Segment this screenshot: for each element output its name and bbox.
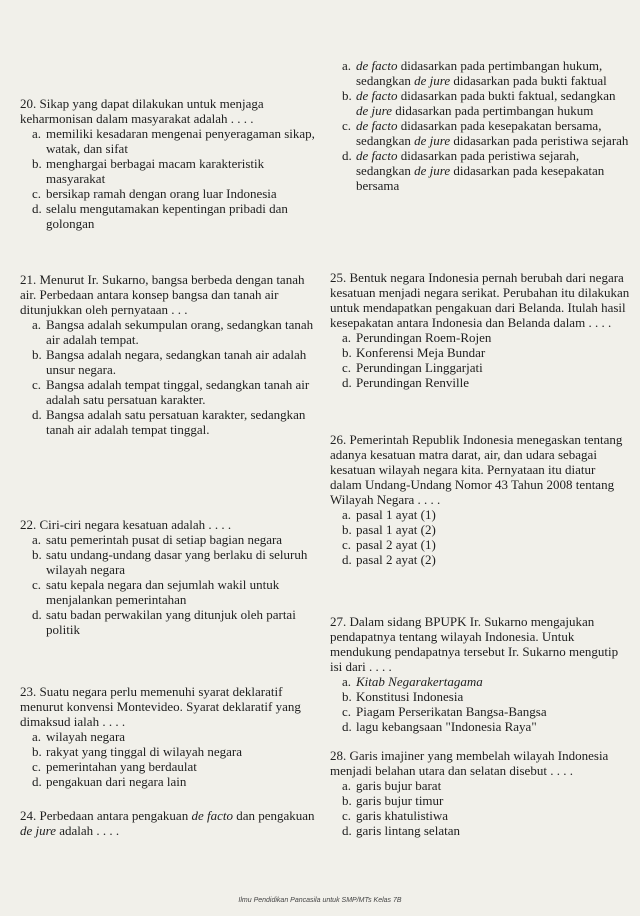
question-number: 24.	[20, 808, 37, 823]
option-c[interactable]: c. bersikap ramah dengan orang luar Indonesia	[32, 186, 277, 201]
option-a[interactable]: a. de facto didasarkan pada pertimbangan hukum, sedangkan de jure didasarkan pada bukti faktual	[342, 58, 607, 88]
question-number: 27.	[330, 614, 347, 629]
option-b[interactable]: b. Konferensi Meja Bundar	[342, 345, 486, 360]
option-c[interactable]: c. Perundingan Linggarjati	[342, 360, 483, 375]
option-b[interactable]: b. satu undang-undang dasar yang berlaku di seluruh wilayah negara	[32, 547, 308, 577]
option-d[interactable]: d. Perundingan Renville	[342, 375, 470, 390]
option-c[interactable]: c. garis khatulistiwa	[342, 808, 449, 823]
option-a[interactable]: a. Kitab Negarakertagama	[342, 674, 483, 689]
question-number: 28.	[330, 748, 347, 763]
question-stem: Suatu negara perlu memenuhi syarat deklaratif menurut konvensi Montevideo. Syarat deklaratif yang dimaksud ialah . . . .	[20, 684, 301, 729]
option-d[interactable]: d. Bangsa adalah satu persatuan karakter, sedangkan tanah air adalah tempat tinggal.	[32, 407, 306, 437]
option-d[interactable]: d. pasal 2 ayat (2)	[342, 552, 436, 567]
question-number: 23.	[20, 684, 37, 699]
option-a[interactable]: a. Perundingan Roem-Rojen	[342, 330, 492, 345]
option-b[interactable]: b. garis bujur timur	[342, 793, 444, 808]
option-d[interactable]: d. pengakuan dari negara lain	[32, 774, 187, 789]
question-27	[330, 614, 630, 734]
question-number: 20.	[20, 96, 37, 111]
option-c[interactable]: c. pemerintahan yang berdaulat	[32, 759, 197, 774]
question-stem: Ciri-ciri negara kesatuan adalah . . . .	[39, 517, 232, 532]
question-number: 26.	[330, 432, 347, 447]
page-footer: Ilmu Pendidikan Pancasila untuk SMP/MTs Kelas 7B	[238, 897, 402, 904]
question-number: 21.	[20, 272, 37, 287]
question-22	[20, 517, 320, 637]
option-a[interactable]: a. Bangsa adalah sekumpulan orang, sedangkan tanah air adalah tempat.	[32, 317, 314, 347]
option-d[interactable]: d. garis lintang selatan	[342, 823, 460, 838]
option-b[interactable]: b. pasal 1 ayat (2)	[342, 522, 436, 537]
option-b[interactable]: b. Bangsa adalah negara, sedangkan tanah air adalah unsur negara.	[32, 347, 307, 377]
question-26	[330, 432, 630, 567]
option-b[interactable]: b. Konstitusi Indonesia	[342, 689, 464, 704]
question-23	[20, 684, 320, 789]
question-number: 22.	[20, 517, 37, 532]
option-a[interactable]: a. wilayah negara	[32, 729, 126, 744]
question-stem: Garis imajiner yang membelah wilayah Indonesia menjadi belahan utara dan selatan disebut . . . .	[330, 748, 609, 778]
option-c[interactable]: c. satu kepala negara dan sejumlah wakil untuk menjalankan pemerintahan	[32, 577, 280, 607]
question-28	[330, 748, 630, 838]
option-a[interactable]: a. memiliki kesadaran mengenai penyeragaman sikap, watak, dan sifat	[32, 126, 315, 156]
option-a[interactable]: a. satu pemerintah pusat di setiap bagian negara	[32, 532, 283, 547]
option-d[interactable]: d. satu badan perwakilan yang ditunjuk oleh partai politik	[32, 607, 296, 637]
option-b[interactable]: b. de facto didasarkan pada bukti faktual, sedangkan de jure didasarkan pada pertimbangan hukum	[342, 88, 616, 118]
question-stem: Pemerintah Republik Indonesia menegaskan tentang adanya kesatuan matra darat, air, dan udara sebagai kesatuan wilayah negara kita. Pernyataan itu diatur dalam Undang-Undang Nomor 43 Tahun 2008 tentang Wilayah Negara . . . .	[330, 432, 623, 507]
option-b[interactable]: b. menghargai berbagai macam karakteristik masyarakat	[32, 156, 265, 186]
question-24: 24. Perbedaan antara pengakuan de facto dan pengakuan de jure adalah . . . .	[20, 808, 315, 838]
option-c[interactable]: c. Piagam Perserikatan Bangsa-Bangsa	[342, 704, 547, 719]
option-d[interactable]: d. selalu mengutamakan kepentingan pribadi dan golongan	[32, 201, 288, 231]
question-stem: Menurut Ir. Sukarno, bangsa berbeda dengan tanah air. Perbedaan antara konsep bangsa dan tanah air ditunjukkan oleh pernyataan . . .	[20, 272, 305, 317]
option-a[interactable]: a. garis bujur barat	[342, 778, 442, 793]
option-c[interactable]: c. de facto didasarkan pada kesepakatan bersama, sedangkan de jure didasarkan pada peristiwa sejarah	[342, 118, 629, 148]
option-b[interactable]: b. rakyat yang tinggal di wilayah negara	[32, 744, 243, 759]
question-stem: Bentuk negara Indonesia pernah berubah dari negara kesatuan menjadi negara serikat. Perubahan itu dilakukan untuk mendapatkan pengakuan dari Belanda. Itulah hasil kesepakatan antara Indonesia dan Belanda dalam . . . .	[330, 270, 630, 330]
question-24-options	[330, 58, 630, 193]
question-stem: Sikap yang dapat dilakukan untuk menjaga keharmonisan dalam masyarakat adalah . . . .	[20, 96, 264, 126]
option-a[interactable]: a. pasal 1 ayat (1)	[342, 507, 436, 522]
question-21	[20, 272, 320, 437]
question-25	[330, 270, 630, 390]
question-number: 25.	[330, 270, 347, 285]
question-stem: Dalam sidang BPUPK Ir. Sukarno mengajukan pendapatnya tentang wilayah Indonesia. Untuk mendukung pendapatnya tersebut Ir. Sukarno mengutip isi dari . . . .	[330, 614, 619, 674]
option-c[interactable]: c. Bangsa adalah tempat tinggal, sedangkan tanah air adalah satu persatuan karakter.	[32, 377, 310, 407]
option-c[interactable]: c. pasal 2 ayat (1)	[342, 537, 436, 552]
question-20	[20, 96, 320, 231]
option-d[interactable]: d. de facto didasarkan pada peristiwa sejarah, sedangkan de jure didasarkan pada kesepakatan bersama	[342, 148, 605, 193]
option-d[interactable]: d. lagu kebangsaan "Indonesia Raya"	[342, 719, 537, 734]
